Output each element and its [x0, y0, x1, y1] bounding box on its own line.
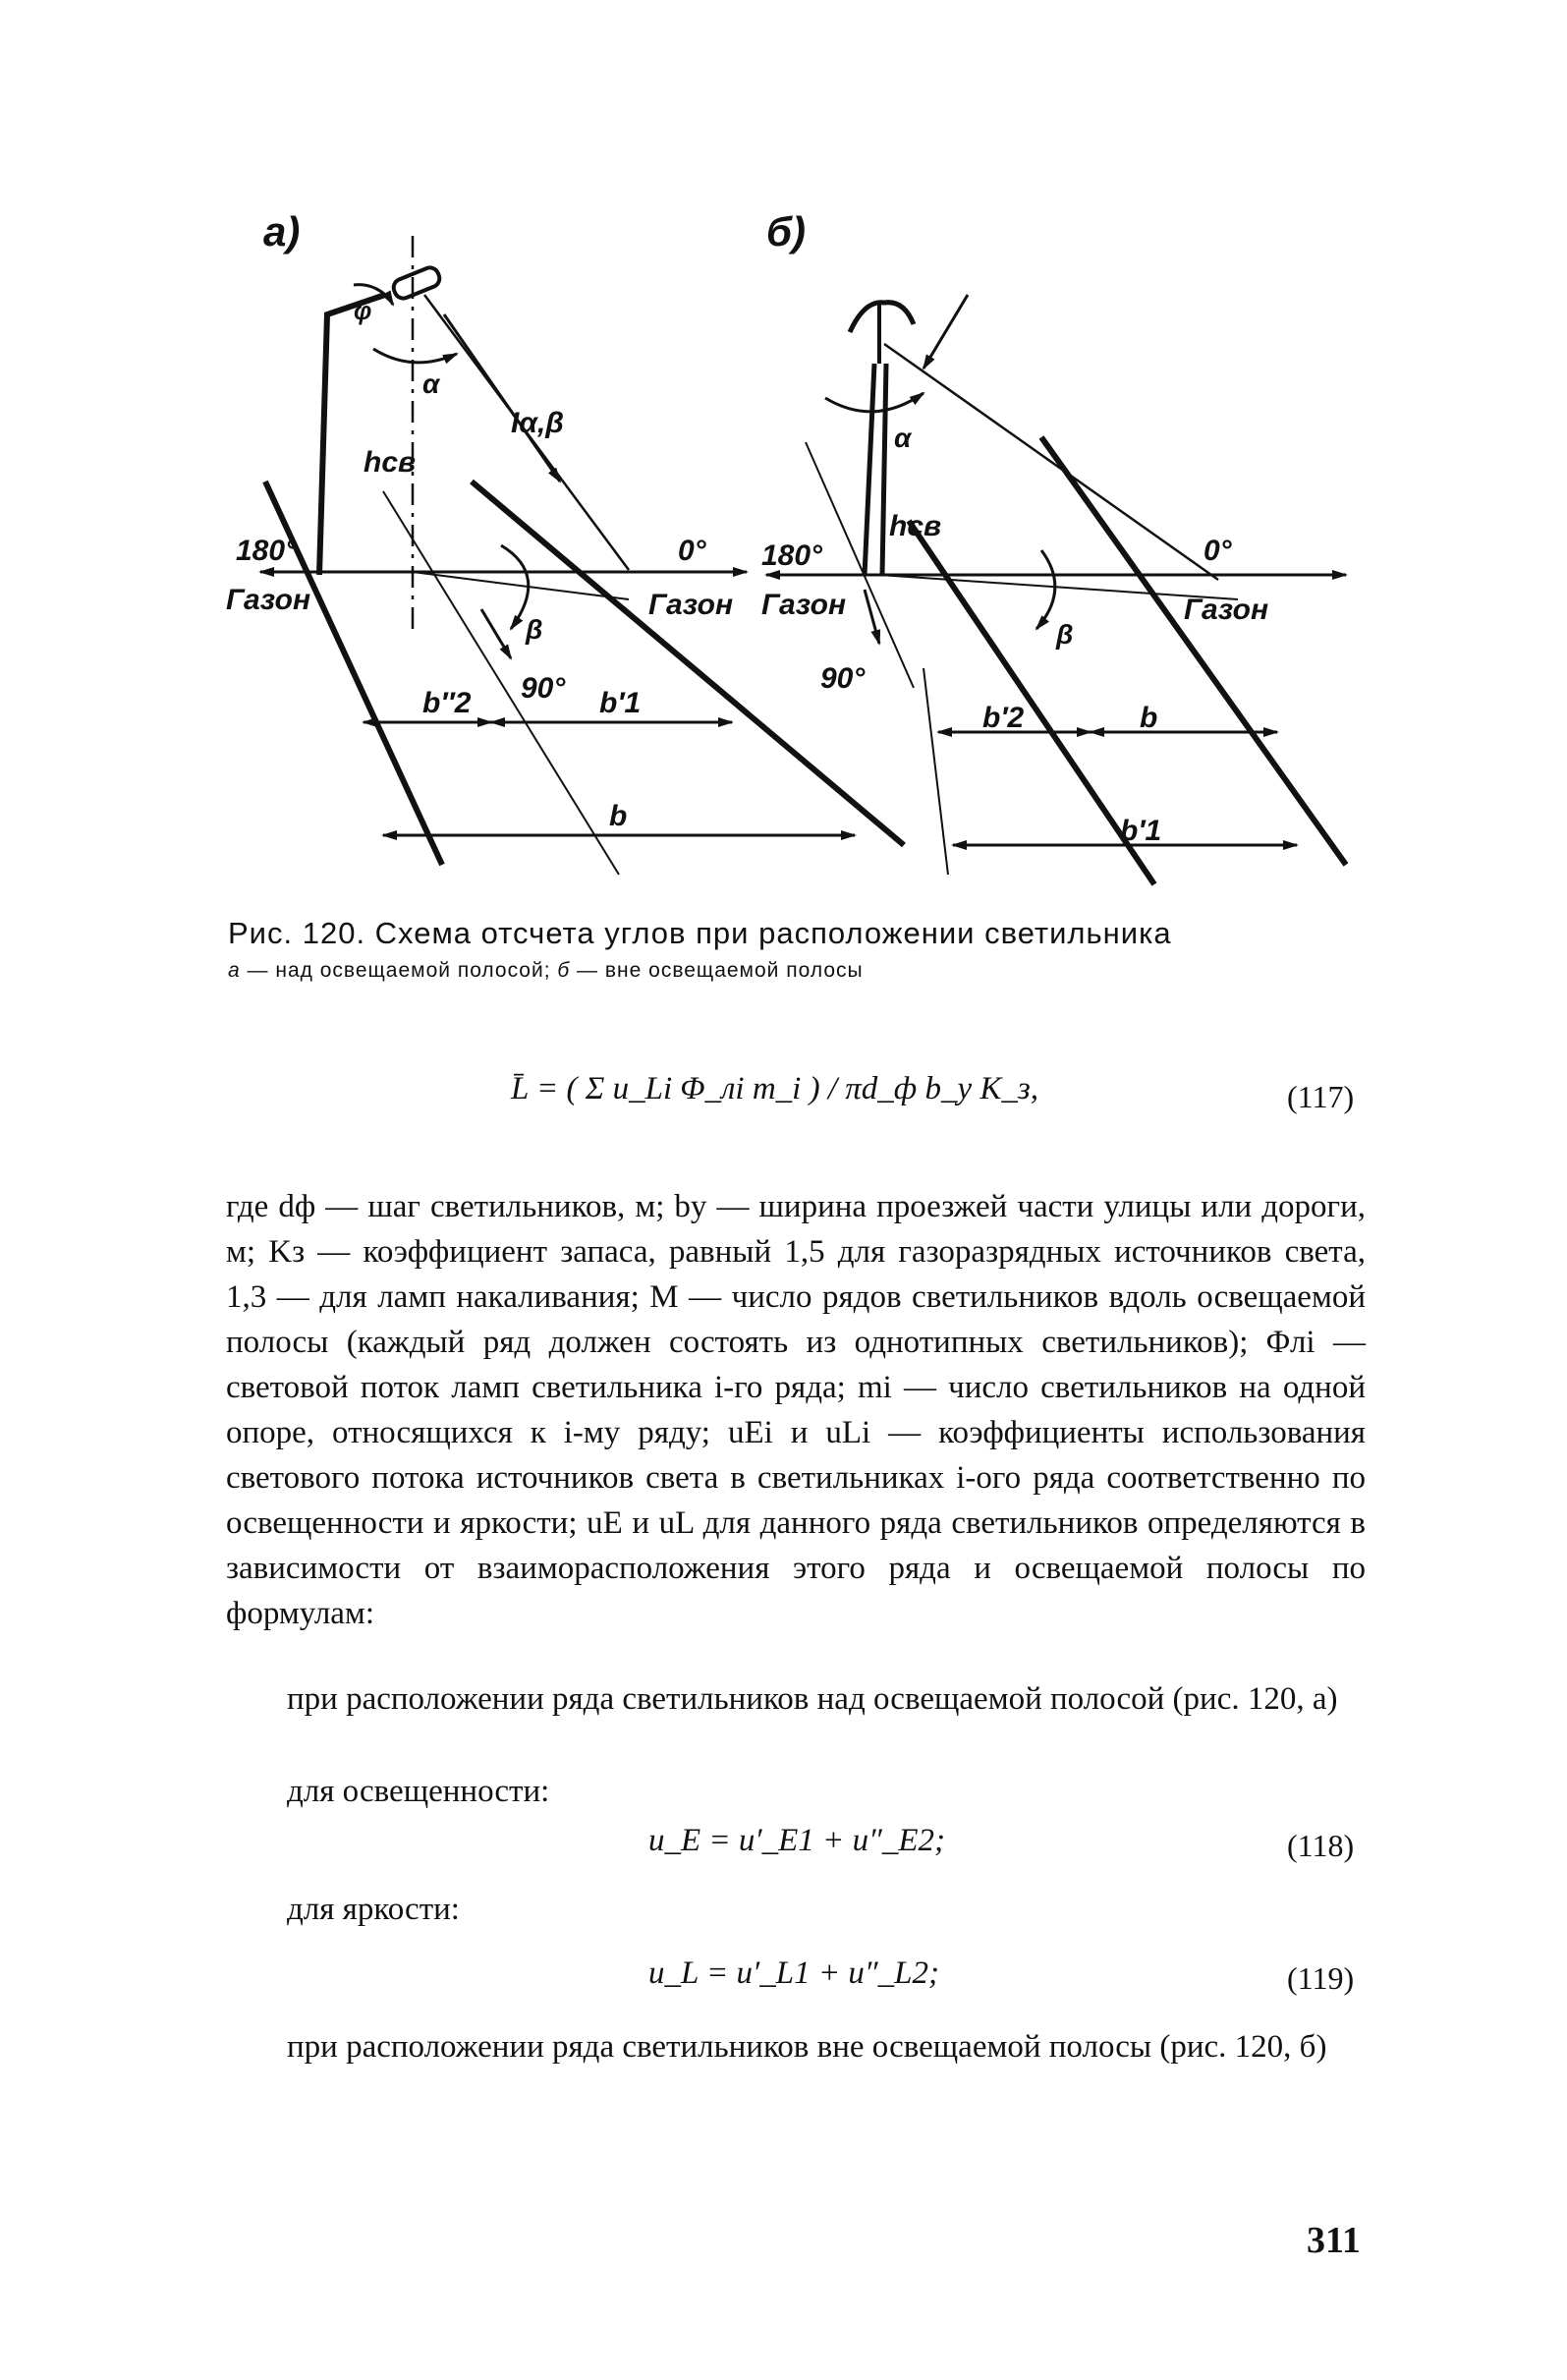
label-phi: φ — [354, 296, 372, 325]
equation-119-number: (119) — [1287, 1960, 1355, 1996]
luminaire-b — [850, 303, 914, 332]
where-paragraph: где dф — шаг светильников, м; bу — ширина проезжей части улицы или дороги, м; Kз — коэффициент запаса, равный 1,5 для газоразрядных источников света, 1,3 — для ламп накаливания; M — число рядов светильников вдоль освещаемой полосы (каждый ряд должен состоять из однотипных светильников); Φлi — световой поток ламп светильника i-го ряда; mi — число светильников на одной опоре, относящихся к i-му ряду; uEi и uLi — коэффициенты использования светового потока источников света в светильниках i-ого ряда соответственно по освещенности и яркости; uE и uL для данного ряда светильников определяются в зависимости от взаиморасположения этого ряда и освещаемой полосы по формулам: — [226, 1189, 1366, 1631]
ninety-arrow-b — [865, 590, 879, 644]
equation-118-number: (118) — [1287, 1828, 1355, 1863]
equation-117-number: (117) — [1287, 1079, 1355, 1114]
band-edge-b-right — [1041, 437, 1346, 865]
equation-117: L̄ = ( Σ u_Li Φ_лi m_i ) / πd_ф b_у K_з, — [511, 1071, 1038, 1106]
case-b-paragraph: при расположении ряда светильников вне освещаемой полосы (рис. 120, б) — [287, 2029, 1327, 2065]
label-intensity: Iα,β — [511, 407, 564, 439]
panel-b — [761, 208, 1346, 884]
luminaire — [391, 265, 442, 302]
alpha-arc — [373, 349, 457, 363]
label-lawn-right: Газон — [648, 589, 734, 621]
equation-118: u_E = u′_E1 + u″_E2; — [648, 1823, 945, 1858]
caption-b-letter: б — [557, 959, 571, 982]
thin-line-b2 — [923, 668, 948, 875]
panel-b-label: б) — [766, 208, 806, 255]
arrow-b-alpha — [923, 295, 968, 368]
label-b-beta: β — [1056, 619, 1074, 650]
label-beta: β — [526, 614, 543, 645]
label-b-lawn-left: Газон — [761, 589, 847, 621]
label-0: 0° — [678, 535, 706, 567]
ninety-arrow — [481, 609, 511, 658]
label-90: 90° — [521, 672, 566, 705]
case-a-paragraph: при расположении ряда светильников над освещаемой полосой (рис. 120, а) — [287, 1681, 1338, 1717]
caption-a-letter: а — [228, 959, 241, 982]
figure-caption — [228, 916, 1358, 983]
label-b-90: 90° — [820, 662, 866, 695]
lamp-pole-b-left — [865, 364, 874, 575]
label-b2: b″2 — [422, 687, 472, 719]
equation-119: u_L = u′_L1 + u″_L2; — [648, 1955, 939, 1991]
label-b-b: b — [1140, 702, 1158, 734]
for-luminance: для яркости: — [287, 1892, 460, 1927]
label-180: 180° — [236, 535, 298, 567]
beta-arc-b — [1036, 550, 1055, 629]
for-illuminance: для освещенности: — [287, 1774, 550, 1809]
ray-b-alpha — [884, 344, 1218, 580]
lamp-pole — [319, 295, 385, 575]
caption-b-text: — вне освещаемой полосы — [570, 959, 864, 982]
label-height: hсв — [364, 446, 417, 479]
caption-a-text: — над освещаемой полосой; — [240, 959, 558, 982]
label-alpha: α — [422, 368, 440, 399]
panel-a-label: a) — [263, 208, 301, 255]
figure-120 — [226, 197, 1366, 904]
caption-title: Рис. 120. Схема отсчета углов при расположении светильника — [228, 916, 1172, 950]
label-b-180: 180° — [761, 539, 823, 572]
lamp-pole-b-right — [882, 364, 886, 575]
intensity-arrow — [444, 314, 560, 482]
label-b-alpha: α — [894, 423, 912, 453]
label-b-lawn-right: Газон — [1184, 594, 1269, 626]
label-b-0: 0° — [1203, 535, 1232, 567]
label-b: b — [609, 800, 628, 832]
label-b-height: hсв — [889, 510, 942, 542]
label-b-b2: b′2 — [982, 702, 1025, 734]
page-number: 311 — [1307, 2220, 1361, 2261]
label-lawn-left: Газон — [226, 584, 311, 616]
label-b1: b′1 — [599, 687, 642, 719]
beta-arc — [501, 545, 529, 629]
caption-subtitle — [228, 959, 1358, 983]
figure-drawing — [226, 197, 1366, 904]
label-b-b1: b′1 — [1120, 815, 1162, 847]
